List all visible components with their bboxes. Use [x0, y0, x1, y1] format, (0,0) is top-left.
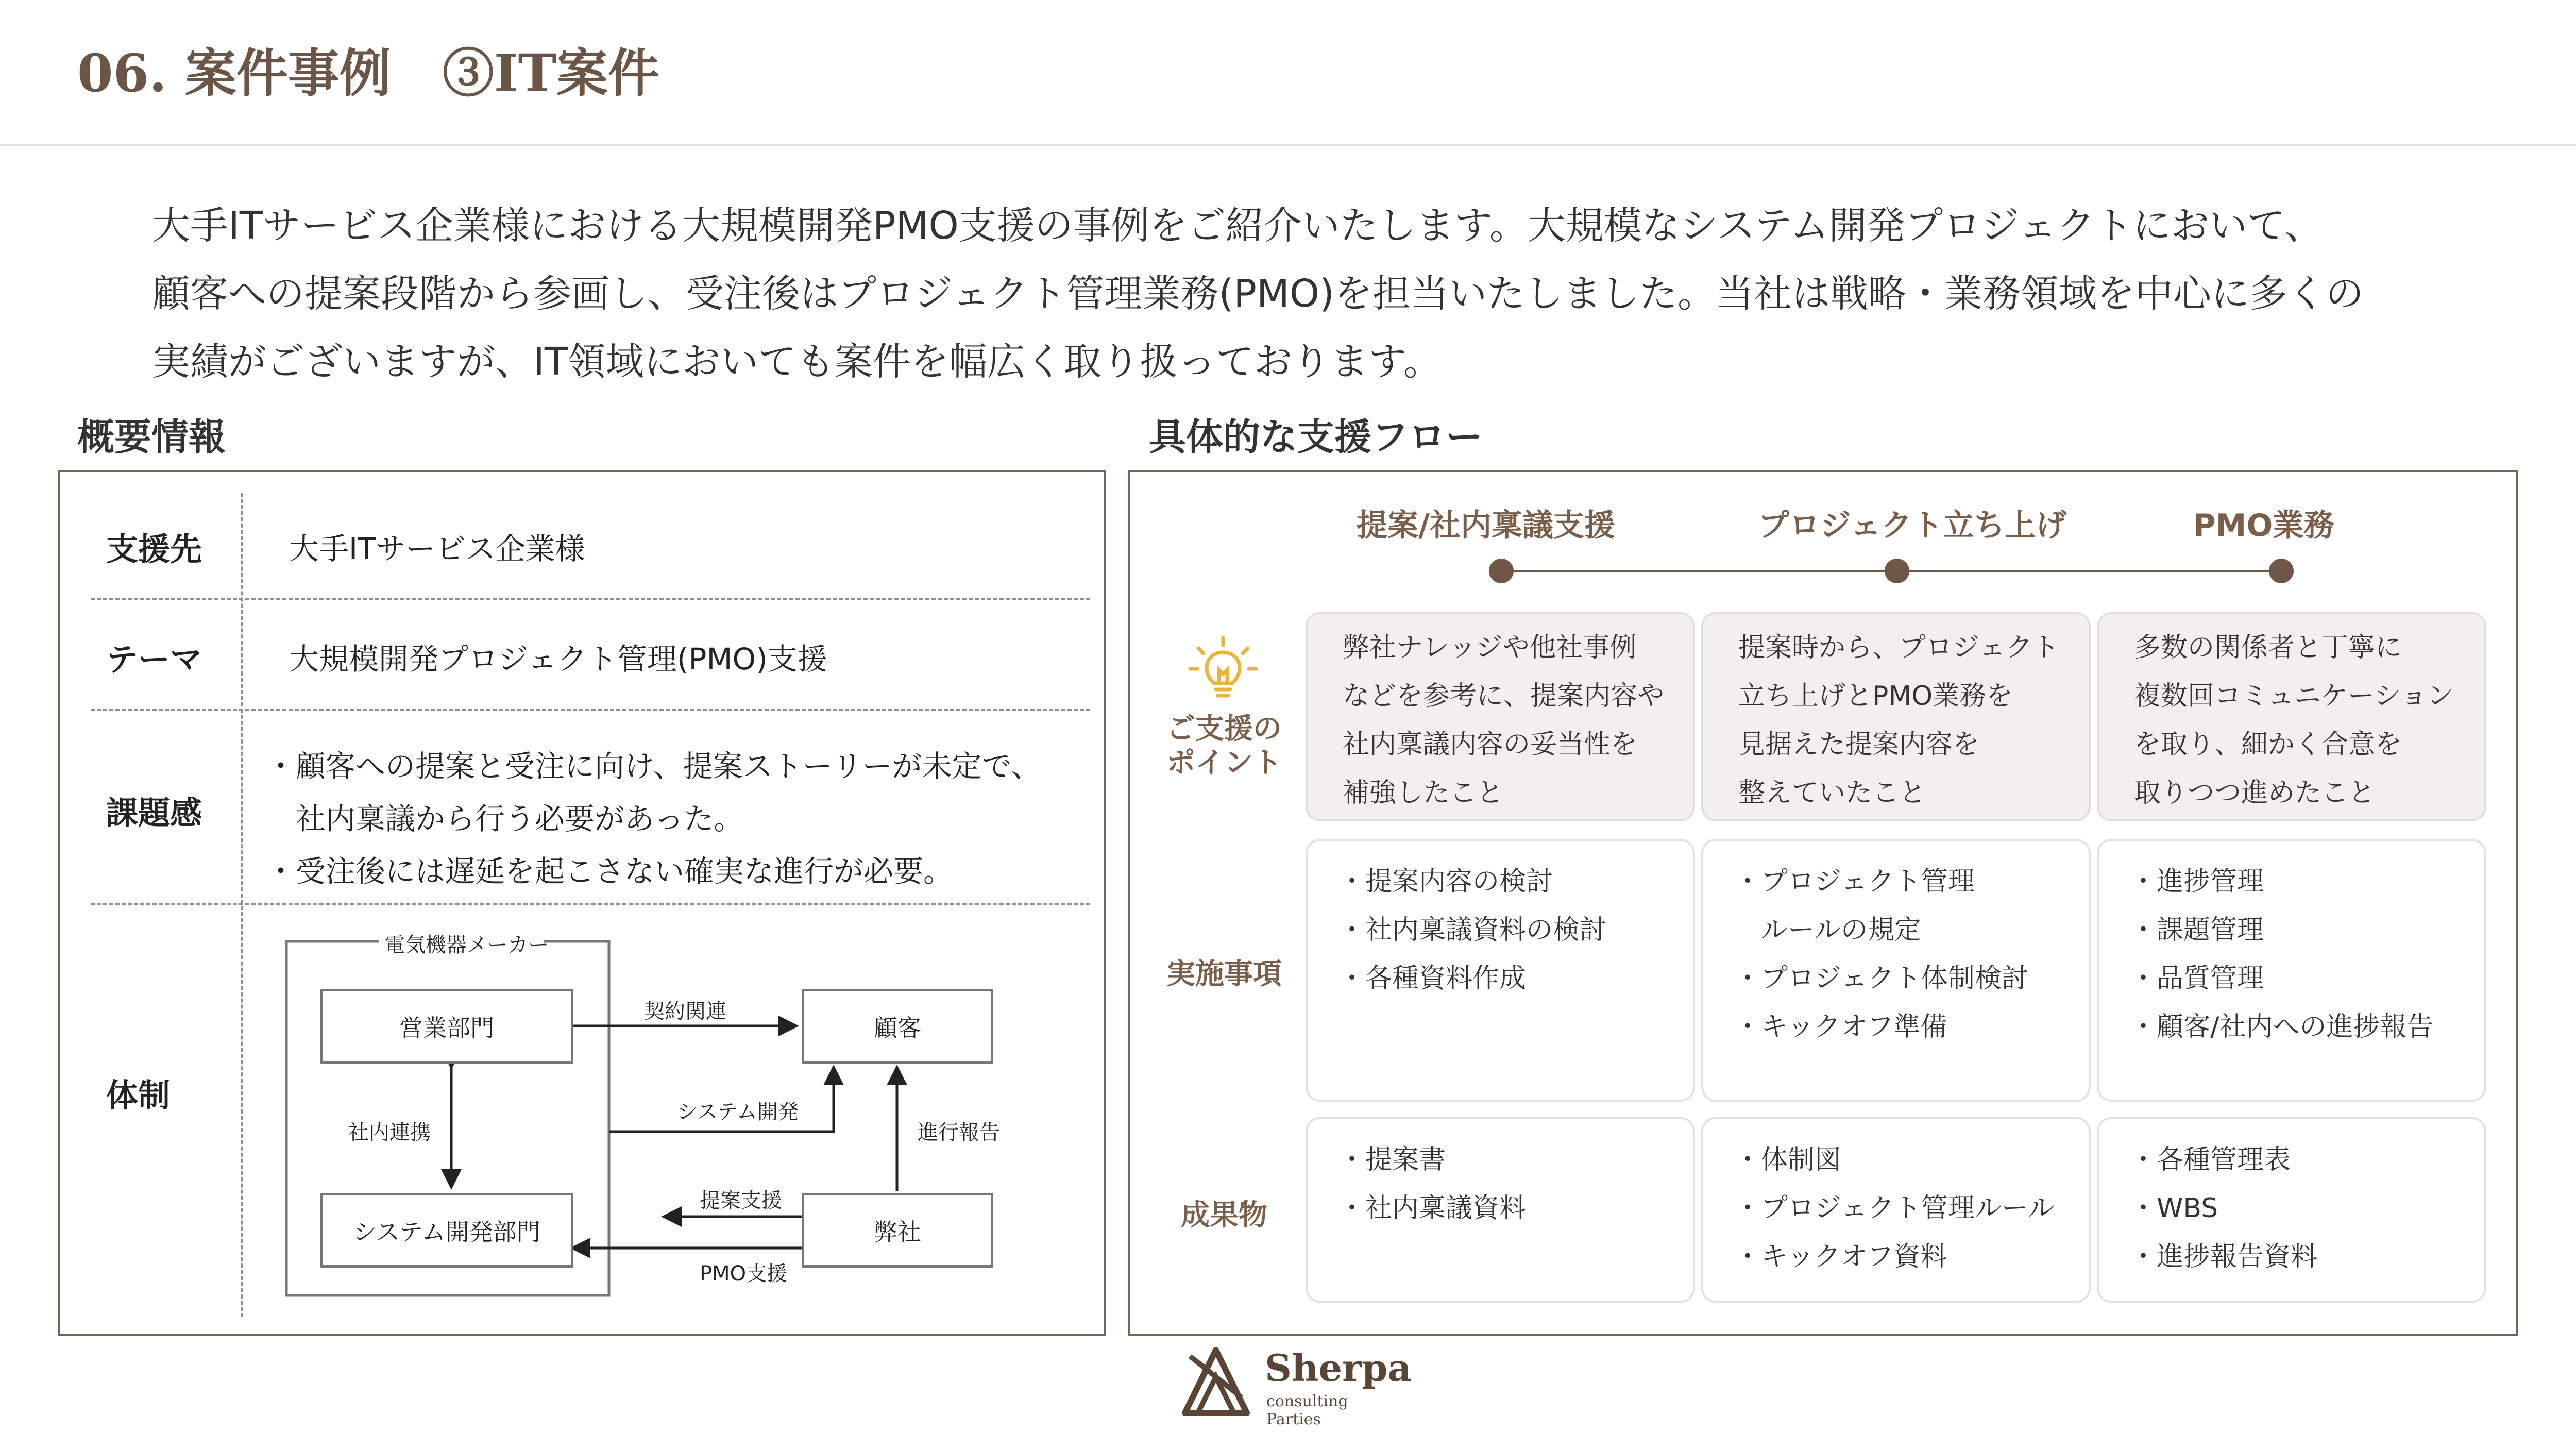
- action-card: ・プロジェクト管理 ルールの規定 ・プロジェクト体制検討 ・キックオフ準備: [1701, 839, 2091, 1102]
- intro-line: 顧客への提案段階から参画し、受注後はプロジェクト管理業務(PMO)を担当いたしました。当社は戦略・業務領域を中心に多くの: [152, 272, 2364, 316]
- customer-box: 顧客: [802, 989, 993, 1064]
- group-label: 電気機器メーカー: [384, 933, 549, 957]
- point-card: 弊社ナレッジや他社事例 などを参考に、提案内容や 社内稟議内容の妥当性を 補強したこと: [1306, 612, 1695, 821]
- sales-dept-box: 営業部門: [320, 989, 573, 1064]
- lightbulb-icon: [1187, 636, 1259, 708]
- overview-label-client: 支援先: [106, 530, 202, 568]
- flow-panel: [1128, 470, 2518, 1336]
- intro-line: 実績がございますが、IT領域においても案件を幅広く取り扱っております。: [152, 340, 1442, 384]
- sherpa-logo: [1180, 1341, 1412, 1428]
- progress-report-label: 進行報告: [918, 1121, 1000, 1144]
- pmo-support-label: PMO支援: [700, 1262, 788, 1286]
- system-dev-label: システム開発: [677, 1100, 799, 1124]
- page-title: 06. 案件事例 ③IT案件: [77, 43, 659, 104]
- deliverable-card: ・各種管理表 ・WBS ・進捗報告資料: [2097, 1117, 2486, 1303]
- timeline-dot: [1489, 559, 1514, 583]
- action-card: ・進捗管理 ・課題管理 ・品質管理 ・顧客/社内への進捗報告: [2097, 839, 2486, 1102]
- contract-label: 契約関連: [644, 1000, 726, 1023]
- proposal-support-label: 提案支援: [700, 1189, 782, 1212]
- overview-value-theme: 大規模開発プロジェクト管理(PMO)支援: [289, 642, 827, 677]
- overview-label-issue: 課題感: [106, 794, 202, 832]
- issue-line: 社内稟議から行う必要があった。: [266, 801, 744, 836]
- timeline-dot: [1885, 559, 1909, 583]
- structure-diagram: [60, 472, 1106, 1338]
- point-card: 多数の関係者と丁寧に 複数回コミュニケーション を取り、細かく合意を 取りつつ進めたこと: [2097, 612, 2486, 821]
- intro-paragraph: [152, 192, 2470, 396]
- issue-line: ・受注後には遅延を起こさない確実な進行が必要。: [266, 854, 954, 889]
- overview-panel: [58, 470, 1106, 1336]
- overview-heading: 概要情報: [77, 415, 226, 459]
- mountain-logo-icon: [1180, 1341, 1252, 1418]
- internal-link-label: 社内連携: [348, 1121, 431, 1144]
- our-company-box: 弊社: [802, 1193, 993, 1268]
- logo-name: Sherpa: [1265, 1346, 1412, 1390]
- point-card: 提案時から、プロジェクト 立ち上げとPMO業務を 見据えた提案内容を 整えていたこと: [1701, 612, 2091, 821]
- timeline-dot: [2269, 559, 2294, 583]
- intro-line: 大手ITサービス企業様における大規模開発PMO支援の事例をご紹介いたします。大規模なシステム開発プロジェクトにおいて、: [152, 204, 2323, 248]
- row-label-points: ご支援の ポイント: [1166, 712, 1282, 780]
- overview-label-structure: 体制: [106, 1076, 171, 1114]
- overview-value-client: 大手ITサービス企業様: [289, 531, 585, 566]
- phase-pmo: PMO業務: [2193, 508, 2335, 544]
- phase-proposal: 提案/社内稟議支援: [1357, 508, 1615, 544]
- row-label-actions: 実施事項: [1166, 957, 1282, 991]
- deliverable-card: ・体制図 ・プロジェクト管理ルール ・キックオフ資料: [1701, 1117, 2091, 1303]
- action-card: ・提案内容の検討 ・社内稟議資料の検討 ・各種資料作成: [1306, 839, 1695, 1102]
- row-label-deliverables: 成果物: [1181, 1199, 1267, 1232]
- phase-project-launch: プロジェクト立ち上げ: [1758, 508, 2067, 544]
- flow-heading: 具体的な支援フロー: [1149, 415, 1483, 459]
- dev-dept-box: システム開発部門: [320, 1193, 573, 1268]
- logo-tagline: consulting Parties: [1266, 1392, 1348, 1428]
- issue-line: ・顧客への提案と受注に向け、提案ストーリーが未定で、: [266, 749, 1041, 784]
- title-divider: [0, 144, 2576, 146]
- overview-label-theme: テーマ: [106, 641, 202, 678]
- deliverable-card: ・提案書 ・社内稟議資料: [1306, 1117, 1695, 1303]
